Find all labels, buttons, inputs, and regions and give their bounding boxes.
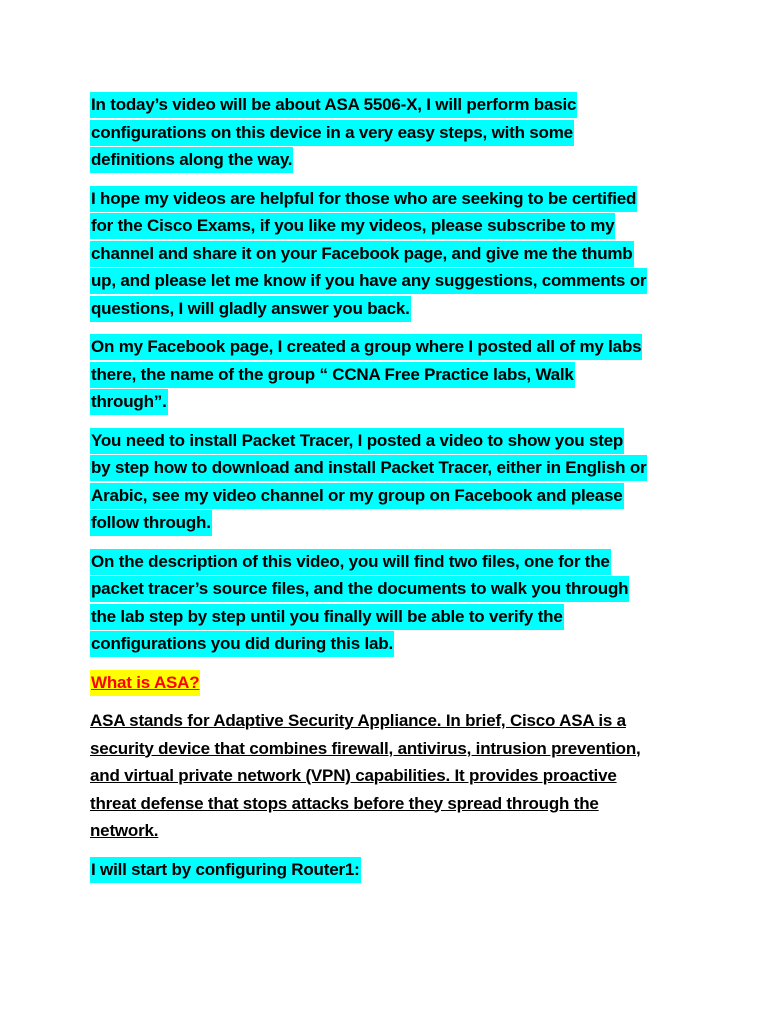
highlighted-text: channel and share it on your Facebook page, and give me the thumb: [90, 241, 634, 267]
underlined-text: and virtual private network (VPN) capabilities. It provides proactive: [90, 766, 617, 785]
text-line: [90, 548, 690, 576]
underlined-text: threat defense that stops attacks before they spread through the: [90, 793, 599, 813]
text-line: [90, 119, 690, 147]
text-line: [90, 735, 690, 763]
highlighted-text: through”.: [90, 389, 168, 415]
text-line: [90, 630, 690, 658]
facebook-group-paragraph: [90, 333, 690, 416]
intro-paragraph: [90, 91, 690, 174]
text-line: [90, 790, 690, 818]
packet-tracer-paragraph: [90, 427, 690, 537]
highlighted-text: packet tracer’s source files, and the documents to walk you through: [90, 576, 629, 602]
highlighted-text: the lab step by step until you finally will be able to verify the: [90, 604, 564, 630]
highlighted-text: up, and please let me know if you have any suggestions, comments or: [90, 268, 647, 294]
text-line: [90, 295, 690, 323]
text-line: [90, 509, 690, 537]
text-line: [90, 603, 690, 631]
highlighted-text: I will start by configuring Router1:: [90, 857, 361, 883]
heading-text: What is ASA?: [90, 670, 200, 696]
highlighted-text: Arabic, see my video channel or my group on Facebook and please: [90, 483, 624, 509]
asa-definition-paragraph: [90, 707, 690, 845]
highlighted-text: On my Facebook page, I created a group where I posted all of my labs: [90, 334, 642, 360]
highlighted-text: configurations you did during this lab.: [90, 631, 394, 657]
underlined-text: network.: [90, 821, 159, 840]
text-line: [90, 212, 690, 240]
text-line: [90, 454, 690, 482]
underlined-text: security device that combines firewall, antivirus, intrusion prevention,: [90, 738, 641, 758]
text-line: [90, 361, 690, 389]
text-line: [90, 427, 690, 455]
text-line: [90, 240, 690, 268]
text-line: [90, 482, 690, 510]
highlighted-text: I hope my videos are helpful for those who are seeking to be certified: [90, 186, 637, 212]
text-line: [90, 333, 690, 361]
highlighted-text: follow through.: [90, 510, 212, 536]
highlighted-text: by step how to download and install Packet Tracer, either in English or: [90, 455, 647, 481]
text-line: [90, 267, 690, 295]
text-line: [90, 91, 690, 119]
text-line: [90, 856, 690, 884]
document-body: [90, 91, 690, 894]
highlighted-text: there, the name of the group “ CCNA Free Practice labs, Walk: [90, 362, 575, 388]
text-line: [90, 707, 690, 735]
highlighted-text: questions, I will gladly answer you back.: [90, 296, 411, 322]
text-line: [90, 669, 690, 697]
highlighted-text: In today’s video will be about ASA 5506-X, I will perform basic: [90, 92, 577, 118]
text-line: [90, 762, 690, 790]
text-line: [90, 388, 690, 416]
highlighted-text: for the Cisco Exams, if you like my videos, please subscribe to my: [90, 213, 615, 239]
text-line: [90, 146, 690, 174]
text-line: [90, 185, 690, 213]
text-line: [90, 575, 690, 603]
highlighted-text: On the description of this video, you will find two files, one for the: [90, 549, 611, 575]
text-line: [90, 817, 690, 845]
highlighted-text: You need to install Packet Tracer, I posted a video to show you step: [90, 428, 624, 454]
highlighted-text: definitions along the way.: [90, 147, 293, 173]
underlined-text: ASA stands for Adaptive Security Appliance. In brief, Cisco ASA is a: [90, 711, 626, 730]
highlighted-text: configurations on this device in a very easy steps, with some: [90, 120, 574, 146]
subscribe-paragraph: [90, 185, 690, 323]
description-paragraph: [90, 548, 690, 658]
router-config-paragraph: [90, 856, 690, 884]
section-heading: [90, 669, 690, 697]
